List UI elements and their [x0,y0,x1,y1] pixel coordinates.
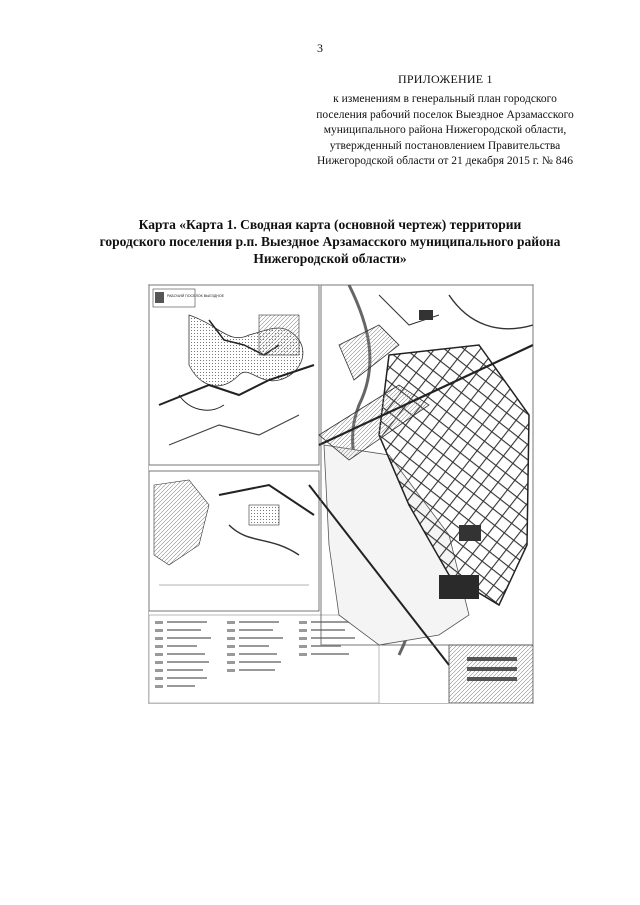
caption-line: Карта «Карта 1. Сводная карта (основной чертеж) территории [138,217,522,232]
inset-map-top [149,285,319,465]
main-settlement-map [309,285,533,703]
appendix-line: поселения рабочий поселок Выездное Арзамасского [316,108,574,121]
appendix-line: к изменениям в генеральный план городского [333,93,557,105]
master-plan-map [148,284,534,704]
caption-line: Нижегородской области» [253,251,407,266]
map-caption [60,216,600,267]
inset-map-bottom [149,471,319,611]
appendix-description [290,92,600,170]
map-drawing [149,285,533,703]
appendix-line: муниципального района Нижегородской области, [323,124,567,136]
appendix-line: Нижегородской области от 21 декабря 2015 г. № 846 [316,155,573,167]
caption-line: городского поселения р.п. Выездное Арзамасского муниципального района [99,234,561,249]
legend-area [149,615,379,703]
appendix-line: утвержденный постановлением Правительства [329,139,561,152]
page-number: 3 [317,41,323,55]
appendix-title: ПРИЛОЖЕНИЕ 1 [398,72,493,86]
inset-title: РАБОЧИЙ ПОСЕЛОК ВЫЕЗДНОЕ [167,294,225,298]
